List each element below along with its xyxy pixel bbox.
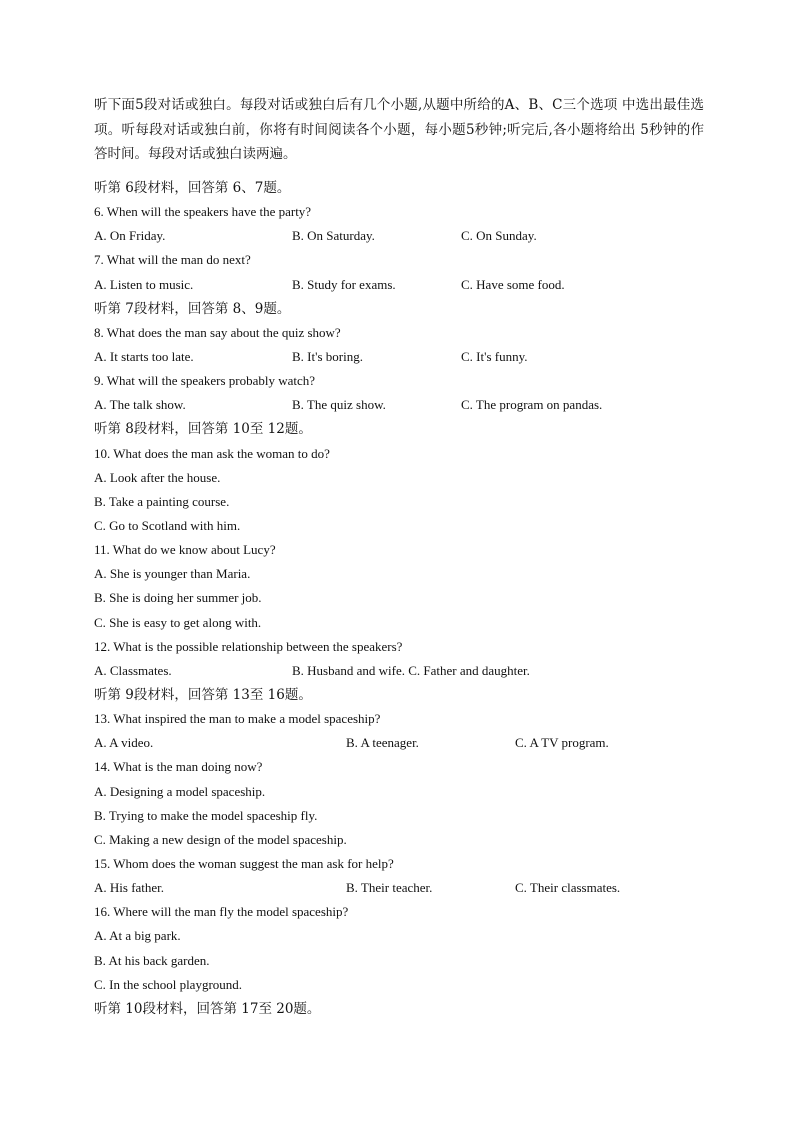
option-a: A. Listen to music. [94, 276, 194, 292]
question-16: 16. Where will the man fly the model spaceship? [94, 904, 349, 920]
question-12: 12. What is the possible relationship between the speakers? [94, 638, 403, 654]
question-11: 11. What do we know about Lucy? [94, 542, 276, 558]
option-a: A. The talk show. [94, 397, 186, 413]
option-a: A. It starts too late. [94, 348, 194, 364]
option-b: B. Study for exams. [292, 276, 396, 292]
option-b-c: B. Husband and wife. C. Father and daughter. [292, 662, 530, 678]
question-13: 13. What inspired the man to make a model spaceship? [94, 711, 381, 727]
question-7-options [94, 273, 714, 297]
option-a: A. On Friday. [94, 228, 166, 244]
option-a: A. She is younger than Maria. [94, 566, 251, 582]
section-9-header: 听第 9段材料，回答第 13至 16题。 [94, 686, 312, 703]
question-12-options [94, 659, 714, 683]
option-b: B. Their teacher. [346, 880, 433, 896]
option-a: A. Designing a model spaceship. [94, 783, 266, 799]
option-a: A. Look after the house. [94, 469, 221, 485]
question-14: 14. What is the man doing now? [94, 759, 263, 775]
option-b: B. At his back garden. [94, 952, 210, 968]
option-b: B. Trying to make the model spaceship fly. [94, 807, 318, 823]
option-c: C. On Sunday. [461, 228, 537, 244]
section-6-header: 听第 6段材料，回答第 6、7题。 [94, 180, 291, 196]
option-a: A. A video. [94, 735, 154, 751]
option-b: B. Take a painting course. [94, 493, 230, 509]
option-b: B. A teenager. [346, 735, 419, 751]
question-15-options [94, 876, 714, 900]
section-7-header: 听第 7段材料，回答第 8、9题。 [94, 300, 291, 317]
option-a: A. At a big park. [94, 928, 181, 944]
option-b: B. She is doing her summer job. [94, 590, 262, 606]
question-7: 7. What will the man do next? [94, 252, 251, 268]
question-10: 10. What does the man ask the woman to do? [94, 445, 330, 461]
option-c: C. Have some food. [461, 276, 565, 292]
option-a: A. His father. [94, 880, 165, 896]
questions-list [94, 176, 714, 1021]
option-c: C. A TV program. [515, 735, 609, 751]
question-6: 6. When will the speakers have the party? [94, 204, 312, 220]
question-15: 15. Whom does the woman suggest the man ask for help? [94, 855, 394, 871]
question-8-options [94, 345, 714, 369]
option-c: C. Their classmates. [515, 880, 621, 896]
option-c: C. In the school playground. [94, 976, 243, 992]
option-b: B. The quiz show. [292, 397, 386, 413]
listening-instructions: 听下面5段对话或独白。每段对话或独白后有几个小题,从题中所给的A、B、C三个选项 中选出最佳选项。听每段对话或独白前，你将有时间阅读各个小题，每小题5秒钟;听完后,各小题将给出 5秒钟的作答时间。每段对话或独白读两遍。 [94, 97, 704, 162]
option-c: C. Go to Scotland with him. [94, 517, 241, 533]
option-c: C. The program on pandas. [461, 397, 603, 413]
question-13-options [94, 731, 714, 755]
section-8-header: 听第 8段材料，回答第 10至 12题。 [94, 421, 312, 438]
option-c: C. She is easy to get along with. [94, 614, 262, 630]
question-8: 8. What does the man say about the quiz show? [94, 324, 341, 340]
section-10-header: 听第 10段材料，回答第 17至 20题。 [94, 1000, 321, 1017]
question-9-options [94, 393, 714, 417]
option-b: B. It's boring. [292, 348, 363, 364]
option-c: C. It's funny. [461, 348, 528, 364]
option-b: B. On Saturday. [292, 228, 375, 244]
option-c: C. Making a new design of the model spaceship. [94, 831, 347, 847]
question-6-options [94, 224, 714, 248]
option-a: A. Classmates. [94, 662, 172, 678]
question-9: 9. What will the speakers probably watch? [94, 373, 316, 389]
